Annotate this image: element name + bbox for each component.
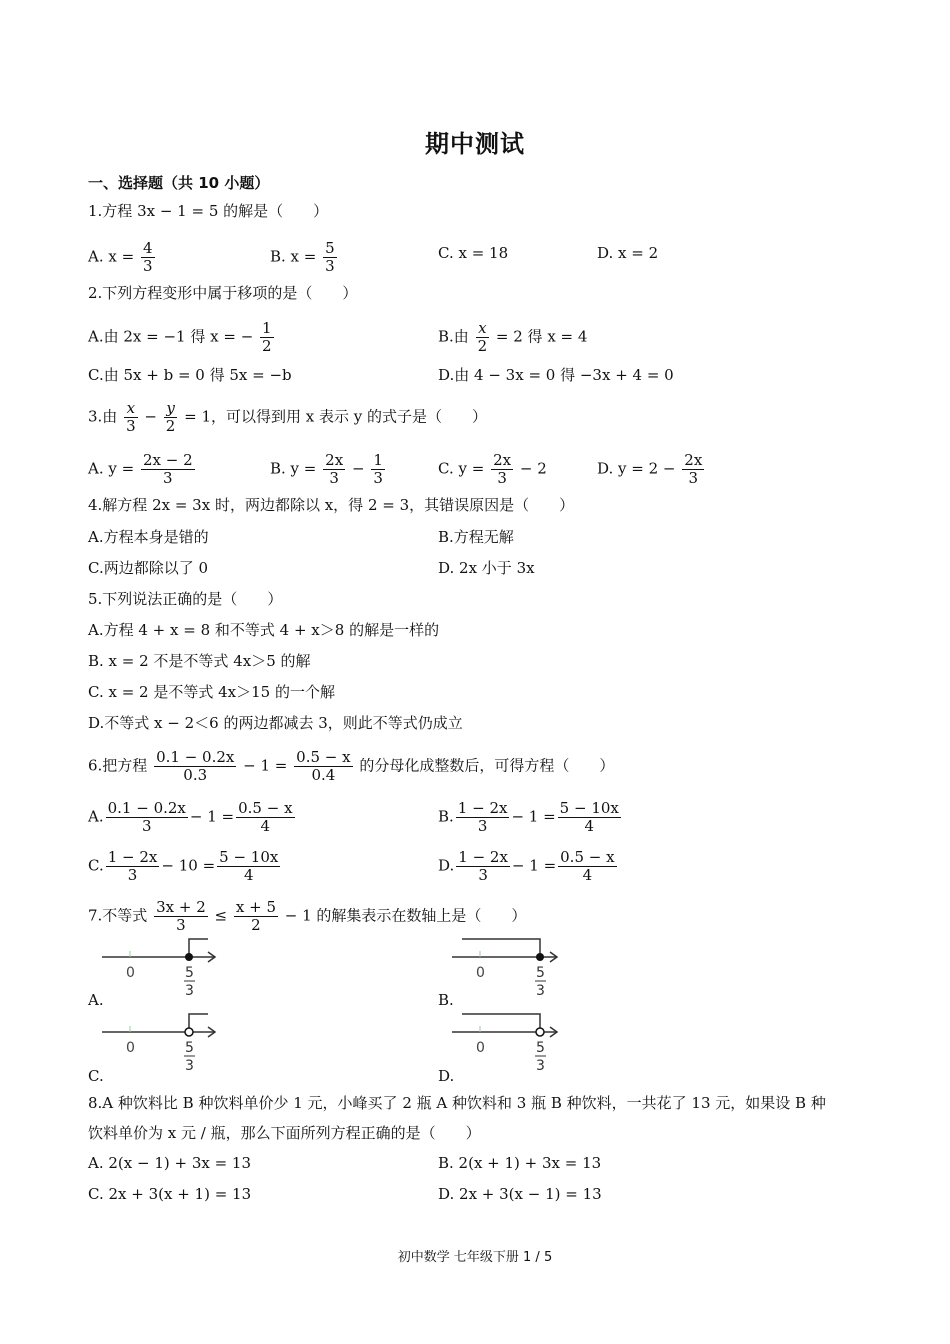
q6-fraction-2 — [294, 749, 352, 784]
q1-option-a — [88, 240, 157, 275]
frac-denominator: 3 — [185, 983, 194, 999]
q6-d-mid: − 1 = — [511, 856, 557, 875]
page-footer: 初中数学 七年级下册 1 / 5 — [397, 1250, 553, 1265]
q7-option-d-label: D. — [438, 1067, 455, 1085]
numerator: 1 − 2x — [107, 848, 158, 866]
denominator: 0.3 — [183, 766, 208, 784]
denominator: 3 — [141, 817, 152, 835]
q6-fraction-1 — [154, 749, 236, 784]
q6-option-c — [88, 849, 282, 884]
numerator: 2x − 2 — [142, 451, 193, 469]
q3-minus: − — [144, 407, 157, 426]
q3-b-label: B. y = — [270, 459, 317, 478]
q7-numberline-b — [448, 937, 578, 1007]
denominator: 3 — [478, 866, 488, 884]
option-label: C. — [88, 856, 104, 875]
denominator: 3 — [176, 916, 186, 934]
q5-stem: 5.下列说法正确的是（ ） — [88, 590, 283, 608]
q4-option-d: D. 2x 小于 3x — [438, 559, 535, 577]
denominator: 3 — [127, 866, 138, 884]
q6-b-mid: − 1 = — [511, 807, 556, 826]
q2-a-text: A.由 2x = −1 得 x = − — [88, 327, 254, 346]
q6-d-fraction-1 — [456, 849, 510, 884]
open-dot — [536, 1028, 544, 1036]
q6-mid: − 1 = — [243, 756, 288, 775]
denominator: 2 — [262, 337, 272, 355]
q6-a-mid: − 1 = — [189, 807, 235, 826]
numerator: 1 — [373, 451, 383, 469]
numerator: 5 − 10x — [559, 799, 619, 817]
q3-b-minus: − — [351, 459, 365, 478]
q6-b-fraction-2 — [558, 800, 621, 835]
q1-b-fraction — [323, 240, 337, 275]
q7-fraction-2 — [234, 899, 278, 934]
denominator: 3 — [142, 257, 153, 275]
denominator: 3 — [688, 469, 699, 487]
q2-option-c: C.由 5x + b = 0 得 5x = −b — [88, 366, 292, 384]
q7-numberline-c — [98, 1012, 228, 1082]
q6-pre: 6.把方程 — [88, 756, 148, 775]
q4-option-b: B.方程无解 — [438, 528, 514, 546]
q1-b-label: B. x = — [270, 247, 317, 266]
q6-c-mid: − 10 = — [161, 856, 216, 875]
frac-numerator: 5 — [185, 1040, 194, 1056]
denominator: 2 — [165, 417, 176, 435]
q4-option-a: A.方程本身是错的 — [88, 528, 209, 546]
q3-c-label: C. y = — [438, 459, 485, 478]
q6-option-a — [88, 800, 297, 835]
option-label: D. — [438, 856, 455, 875]
q3-c-post: − 2 — [519, 459, 547, 478]
numerator: x — [476, 320, 490, 338]
section-heading: 一、选择题（共 10 小题） — [88, 174, 270, 192]
denominator: 4 — [582, 866, 593, 884]
q5-option-a: A.方程 4 + x = 8 和不等式 4 + x＞8 的解是一样的 — [88, 621, 440, 639]
frac-denominator: 3 — [536, 983, 545, 999]
zero-label: 0 — [126, 965, 135, 981]
numerator: 0.5 − x — [238, 799, 293, 817]
q1-a-label: A. x = — [88, 247, 135, 266]
q6-b-fraction-1 — [456, 800, 510, 835]
q8-option-a: A. 2(x − 1) + 3x = 13 — [88, 1154, 252, 1172]
numerator: x — [124, 400, 138, 418]
denominator: 3 — [373, 469, 383, 487]
denominator: 4 — [260, 817, 271, 835]
q7-numberline-a — [98, 937, 228, 1007]
q3-stem — [88, 400, 487, 435]
q3-b-fraction-1 — [323, 452, 345, 487]
q3-pre: 3.由 — [88, 407, 118, 426]
q6-a-fraction-2 — [236, 800, 294, 835]
q3-post: = 1，可以得到用 x 表示 y 的式子是（ ） — [184, 407, 487, 426]
q5-option-c: C. x = 2 是不等式 4x＞15 的一个解 — [88, 683, 335, 701]
zero-label: 0 — [126, 1040, 135, 1056]
q4-stem: 4.解方程 2x = 3x 时，两边都除以 x，得 2 = 3，其错误原因是（ ） — [88, 496, 575, 514]
q2-a-fraction — [260, 320, 274, 355]
denominator: 3 — [325, 257, 335, 275]
numerator: 5 — [325, 239, 335, 257]
denominator: 2 — [251, 916, 261, 934]
open-dot — [185, 1028, 193, 1036]
numerator: 2x — [493, 451, 512, 469]
q8-option-d: D. 2x + 3(x − 1) = 13 — [438, 1185, 602, 1203]
q1-a-fraction — [141, 240, 155, 275]
denominator: 3 — [163, 469, 173, 487]
q6-a-fraction-1 — [106, 800, 188, 835]
q7-option-b-label: B. — [438, 991, 454, 1009]
denominator: 3 — [329, 469, 339, 487]
frac-numerator: 5 — [185, 965, 194, 981]
solution-bracket — [189, 1014, 208, 1028]
q7-option-a-label: A. — [88, 991, 104, 1009]
denominator: 2 — [477, 337, 488, 355]
numerator: 0.5 − x — [296, 748, 351, 766]
q2-b-fraction — [476, 320, 490, 355]
numerator: 0.1 − 0.2x — [156, 748, 235, 766]
q7-post: − 1 的解集表示在数轴上是（ ） — [284, 906, 527, 925]
q3-option-c — [438, 452, 547, 487]
q2-option-d: D.由 4 − 3x = 0 得 −3x + 4 = 0 — [438, 366, 674, 384]
q1-option-b — [270, 240, 339, 275]
q7-option-c-label: C. — [88, 1067, 104, 1085]
zero-label: 0 — [476, 1040, 485, 1056]
frac-numerator: 5 — [536, 1040, 545, 1056]
page-title: 期中测试 — [425, 130, 525, 158]
numerator: 2x — [325, 451, 344, 469]
q8-option-b: B. 2(x + 1) + 3x = 13 — [438, 1154, 602, 1172]
q6-stem — [88, 749, 614, 784]
solution-bracket — [462, 939, 540, 957]
frac-numerator: 5 — [536, 965, 545, 981]
q8-option-c: C. 2x + 3(x + 1) = 13 — [88, 1185, 252, 1203]
numerator: 4 — [142, 239, 153, 257]
q2-option-b — [438, 320, 587, 355]
q7-pre: 7.不等式 — [88, 906, 148, 925]
q1-stem: 1.方程 3x − 1 = 5 的解是（ ） — [88, 202, 329, 220]
q3-a-fraction — [141, 452, 195, 487]
frac-denominator: 3 — [536, 1058, 545, 1074]
denominator: 3 — [477, 817, 488, 835]
q3-option-b — [270, 452, 387, 487]
numerator: y — [164, 400, 178, 418]
numerator: 5 − 10x — [219, 848, 279, 866]
denominator: 0.4 — [311, 766, 336, 784]
zero-label: 0 — [476, 965, 485, 981]
q7-leq: ≤ — [214, 906, 228, 925]
denominator: 3 — [497, 469, 507, 487]
q6-c-fraction-1 — [106, 849, 160, 884]
q5-option-d: D.不等式 x − 2＜6 的两边都减去 3，则此不等式仍成立 — [88, 714, 463, 732]
q2-b-text: B.由 — [438, 327, 469, 346]
denominator: 3 — [126, 417, 136, 435]
q5-option-b: B. x = 2 不是不等式 4x＞5 的解 — [88, 652, 311, 670]
q3-b-fraction-2 — [371, 452, 385, 487]
q2-option-a — [88, 320, 276, 355]
option-label: B. — [438, 807, 454, 826]
numerator: 1 — [262, 319, 272, 337]
q3-option-a — [88, 452, 197, 487]
q6-option-d — [438, 849, 619, 884]
q3-fraction-2 — [164, 400, 178, 435]
numerator: 1 − 2x — [458, 848, 508, 866]
q3-fraction-1 — [124, 400, 138, 435]
q7-stem — [88, 899, 526, 934]
q7-numberline-d — [448, 1012, 578, 1082]
q8-stem-line2: 饮料单价为 x 元 / 瓶，那么下面所列方程正确的是（ ） — [88, 1124, 481, 1142]
option-label: A. — [88, 807, 104, 826]
frac-denominator: 3 — [185, 1058, 194, 1074]
q6-post: 的分母化成整数后，可得方程（ ） — [359, 756, 615, 775]
q7-fraction-1 — [154, 899, 208, 934]
q4-option-c: C.两边都除以了 0 — [88, 559, 209, 577]
q1-option-d: D. x = 2 — [597, 244, 659, 262]
numerator: 0.1 − 0.2x — [107, 799, 186, 817]
denominator: 4 — [243, 866, 254, 884]
numerator: 2x — [684, 451, 703, 469]
q6-d-fraction-2 — [558, 849, 616, 884]
denominator: 4 — [584, 817, 595, 835]
q2-stem: 2.下列方程变形中属于移项的是（ ） — [88, 284, 358, 302]
closed-dot — [536, 953, 544, 961]
q3-c-fraction — [491, 452, 513, 487]
q1-option-c: C. x = 18 — [438, 244, 509, 262]
q3-option-d — [597, 452, 706, 487]
q6-c-fraction-2 — [217, 849, 280, 884]
q6-option-b — [438, 800, 623, 835]
q3-d-fraction — [682, 452, 704, 487]
numerator: 1 − 2x — [457, 799, 508, 817]
q2-b-post: = 2 得 x = 4 — [495, 327, 588, 346]
numerator: 3x + 2 — [156, 898, 206, 916]
q8-stem-line1: 8.A 种饮料比 B 种饮料单价少 1 元，小峰买了 2 瓶 A 种饮料和 3 瓶 B 种饮料，一共花了 13 元，如果设 B 种 — [88, 1094, 826, 1112]
closed-dot — [185, 953, 193, 961]
numerator: x + 5 — [235, 898, 276, 916]
q3-a-label: A. y = — [88, 459, 135, 478]
numerator: 0.5 − x — [560, 848, 615, 866]
solution-bracket — [462, 1014, 540, 1028]
q3-d-label: D. y = 2 − — [597, 459, 676, 478]
